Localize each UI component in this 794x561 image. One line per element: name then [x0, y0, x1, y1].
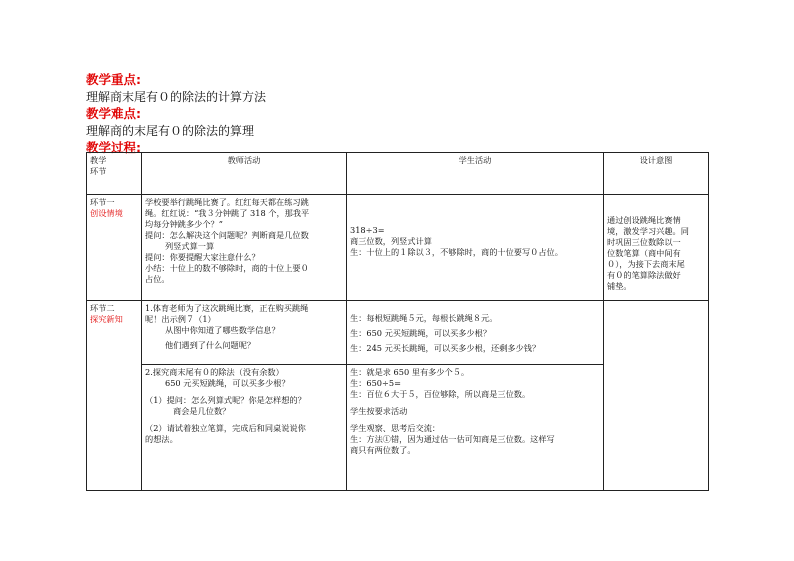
teacher-line: 2.探究商末尾有０的除法（没有余数） [145, 367, 284, 377]
teacher-line: 1.体育老师为了这次跳绳比赛，正在购买跳绳 [145, 303, 309, 313]
table-header-row [87, 153, 709, 195]
student-line: 商三位数，列竖式计算 [350, 236, 432, 246]
stage1-student-activity [347, 195, 604, 301]
student-line: 学生按要求活动 [350, 406, 408, 416]
difficult-point-heading: 教学难点: [86, 106, 141, 121]
header-stage-line1: 教学 [90, 155, 107, 165]
stage2b-teacher-activity [142, 365, 347, 491]
student-line: 生：650÷5= [350, 378, 401, 388]
teacher-line: 均每分钟跳多少个？” [145, 219, 223, 229]
student-line: 生：就是求 650 里有多少个５。 [350, 367, 470, 377]
teacher-line: 列竖式算一算 [165, 241, 215, 251]
key-point-heading: 教学重点: [86, 72, 141, 87]
process-heading: 教学过程: [86, 140, 141, 155]
key-point-text: 理解商末尾有０的除法的计算方法 [86, 90, 267, 104]
student-line: 318÷3= [350, 225, 385, 235]
stage2-design-intent [604, 301, 709, 491]
table-row-stage1 [87, 195, 709, 301]
difficult-point-text: 理解商的末尾有０的除法的算理 [86, 124, 255, 138]
lesson-plan-table [86, 152, 709, 491]
intent-line: 通过创设跳绳比赛情 [607, 215, 681, 225]
teacher-line: 绳。红红说：“我３分钟跳了 318 个，那我平 [145, 208, 310, 218]
stage1-number: 环节一 [90, 197, 115, 207]
header-student-activity: 学生活动 [347, 153, 604, 195]
stage2-teacher-activity [142, 301, 347, 365]
student-line: 生：245 元买长跳绳，可以买多少根，还剩多少钱？ [350, 343, 541, 353]
teacher-line: 呢！出示例７（1） [145, 314, 216, 324]
teacher-line: 商会是几位数？ [173, 406, 231, 416]
stage2-name: 探究新知 [90, 314, 123, 324]
student-line: 商只有两位数了。 [350, 445, 416, 455]
student-line: 生：650 元买短跳绳，可以买多少根？ [350, 328, 492, 338]
teacher-line: 提问：怎么解决这个问题呢？判断商是几位数 [145, 230, 309, 240]
teacher-line: 的想法。 [145, 434, 178, 444]
stage1-teacher-activity [142, 195, 347, 301]
intent-line: 有０的笔算除法做好 [607, 270, 681, 280]
intent-line: 时巩固三位数除以一 [607, 237, 681, 247]
teacher-line: 学校要举行跳绳比赛了。红红每天都在练习跳 [145, 197, 309, 207]
student-line: 生：每根短跳绳５元，每根长跳绳８元。 [350, 313, 498, 323]
stage2-student-activity [347, 301, 604, 365]
student-line: 生：方法①错，因为通过估一估可知商是三位数。这样写 [350, 434, 555, 444]
intent-line: 境，激发学习兴趣。同 [607, 226, 689, 236]
stage2-number: 环节二 [90, 303, 115, 313]
header-design-intent: 设计意图 [604, 153, 709, 195]
stage2-cell [87, 301, 142, 491]
header-teacher-activity: 教师活动 [142, 153, 347, 195]
intent-line: ０），为接下去商末尾 [607, 259, 685, 269]
header-stage-line2: 环节 [90, 166, 107, 176]
stage2b-student-activity [347, 365, 604, 491]
student-line: 学生观察、思考后交流： [350, 423, 441, 433]
stage1-design-intent [604, 195, 709, 301]
intent-line: 位数笔算（商中间有 [607, 248, 681, 258]
student-line: 生：百位６大于５，百位够除，所以商是三位数。 [350, 389, 531, 399]
intent-line: 铺垫。 [607, 281, 632, 291]
teacher-line: 从图中你知道了哪些数学信息？ [165, 325, 280, 335]
table-row-stage2 [87, 301, 709, 365]
teacher-line: 650 元买短跳绳，可以买多少根？ [165, 378, 290, 388]
teacher-line: （2）请试着独立笔算，完成后和同桌说说你 [145, 423, 306, 433]
stage1-cell [87, 195, 142, 301]
teacher-line: 提问：你要提醒大家注意什么？ [145, 252, 260, 262]
teacher-line: 占位。 [145, 274, 170, 284]
teacher-line: 他们遇到了什么问题呢？ [165, 340, 256, 350]
header-stage [87, 153, 142, 195]
teacher-line: 小结：十位上的数不够除时，商的十位上要０ [145, 263, 309, 273]
stage1-name: 创设情境 [90, 208, 123, 218]
student-line: 生：十位上的１除以３，不够除时，商的十位要写０占位。 [350, 247, 563, 257]
teacher-line: （1）提问：怎么列算式呢？你是怎样想的？ [145, 395, 306, 405]
